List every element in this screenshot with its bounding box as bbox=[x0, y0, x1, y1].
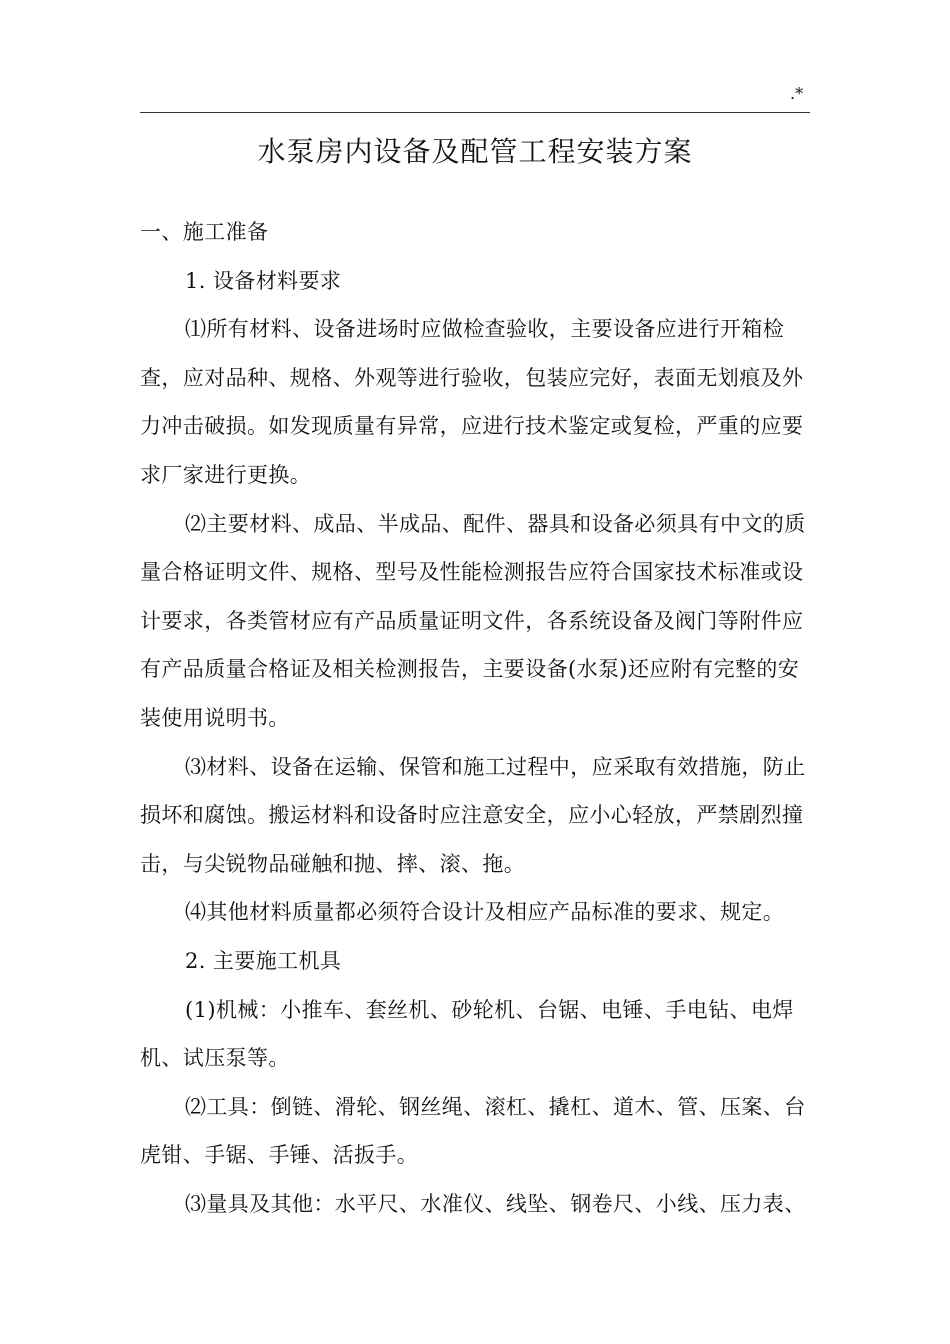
subsection-heading-materials: 1. 设备材料要求 bbox=[185, 268, 342, 293]
paragraph-other-materials: ⑷其他材料质量都必须符合设计及相应产品标准的要求、规定。 bbox=[185, 900, 785, 925]
header-rule bbox=[140, 112, 810, 113]
document-title: 水泵房内设备及配管工程安装方案 bbox=[257, 135, 693, 168]
paragraph-material-inspection: ⑴所有材料、设备进场时应做检查验收，主要设备应进行开箱检查，应对品种、规格、外观等进行验收，包装应完好，表面无划痕及外力冲击破损。如发现质量有异常，应进行技术鉴定或复检，严重的应要求厂家进行更换。 bbox=[140, 317, 804, 487]
paragraph-certificates: ⑵主要材料、成品、半成品、配件、器具和设备必须具有中文的质量合格证明文件、规格、型号及性能检测报告应符合国家技术标准或设计要求，各类管材应有产品质量证明文件，各系统设备及阀门等附件应有产品质量合格证及相关检测报告，主要设备(水泵)还应附有完整的安装使用说明书。 bbox=[140, 511, 806, 730]
paragraph-machinery: (1)机械：小推车、套丝机、砂轮机、台锯、电锤、手电钻、电焊机、试压泵等。 bbox=[140, 997, 794, 1071]
paragraph-measuring-tools: ⑶量具及其他：水平尺、水准仪、线坠、钢卷尺、小线、压力表、 bbox=[185, 1191, 806, 1216]
paragraph-hand-tools: ⑵工具：倒链、滑轮、钢丝绳、滚杠、撬杠、道木、管、压案、台虎钳、手锯、手锤、活扳手。 bbox=[140, 1094, 806, 1168]
subsection-heading-tools: 2. 主要施工机具 bbox=[185, 948, 342, 973]
header-mark: .* bbox=[790, 84, 804, 103]
section-heading-preparation: 一、施工准备 bbox=[140, 220, 269, 244]
document-body bbox=[140, 208, 810, 1228]
paragraph-transport-protection: ⑶材料、设备在运输、保管和施工过程中，应采取有效措施，防止损坏和腐蚀。搬运材料和设备时应注意安全，应小心轻放，严禁剧烈撞击，与尖锐物品碰触和抛、摔、滚、拖。 bbox=[140, 754, 806, 876]
